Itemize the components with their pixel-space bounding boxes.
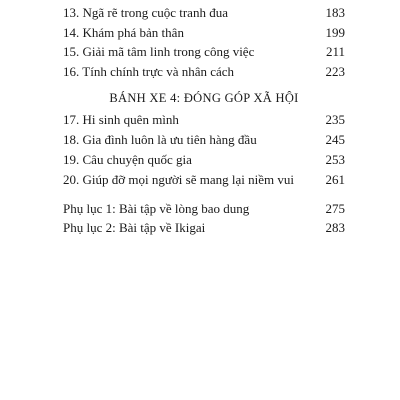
toc-entry-page: 199 (325, 25, 345, 40)
toc-entry-title: 13. Ngã rẽ trong cuộc tranh đua (63, 5, 228, 20)
toc-appendix-entry (63, 218, 345, 238)
toc-entry (63, 110, 345, 130)
toc-entry (63, 130, 345, 150)
toc-entry (63, 170, 345, 190)
toc-entry (63, 3, 345, 23)
toc-entry-title: Phụ lục 1: Bài tập về lòng bao dung (63, 201, 250, 216)
toc-entry-page: 253 (325, 152, 345, 167)
toc-entry-title: 20. Giúp đỡ mọi người sẽ mang lại niềm vui (63, 172, 294, 187)
toc-entry-page: 275 (325, 201, 345, 216)
toc-entry (63, 42, 345, 62)
toc-entry (63, 150, 345, 170)
toc-entry-title: 15. Giải mã tâm linh trong công việc (63, 44, 255, 59)
toc-entry-title: 16. Tính chính trực và nhân cách (63, 64, 235, 79)
toc-entry-page: 261 (325, 172, 345, 187)
toc-entry-title: 18. Gia đình luôn là ưu tiên hàng đầu (63, 132, 257, 147)
section-heading: BÁNH XE 4: ĐÓNG GÓP XÃ HỘI (109, 91, 299, 105)
toc-entry-page: 245 (325, 132, 345, 147)
toc-entry-page: 183 (325, 5, 345, 20)
toc-entry (63, 23, 345, 43)
toc-entry-page: 235 (325, 112, 345, 127)
toc-entry-title: 19. Câu chuyện quốc gia (63, 152, 192, 167)
toc-entry-page: 223 (325, 64, 345, 79)
toc-entry-title: 14. Khám phá bản thân (63, 25, 184, 40)
toc-entry-page: 211 (325, 44, 345, 59)
toc-entry-title: Phụ lục 2: Bài tập về Ikigai (63, 220, 206, 235)
toc-appendix-entry (63, 199, 345, 219)
toc-entry-title: 17. Hi sinh quên mình (63, 112, 179, 127)
toc-entry-page: 283 (325, 220, 345, 235)
toc-entry (63, 62, 345, 82)
